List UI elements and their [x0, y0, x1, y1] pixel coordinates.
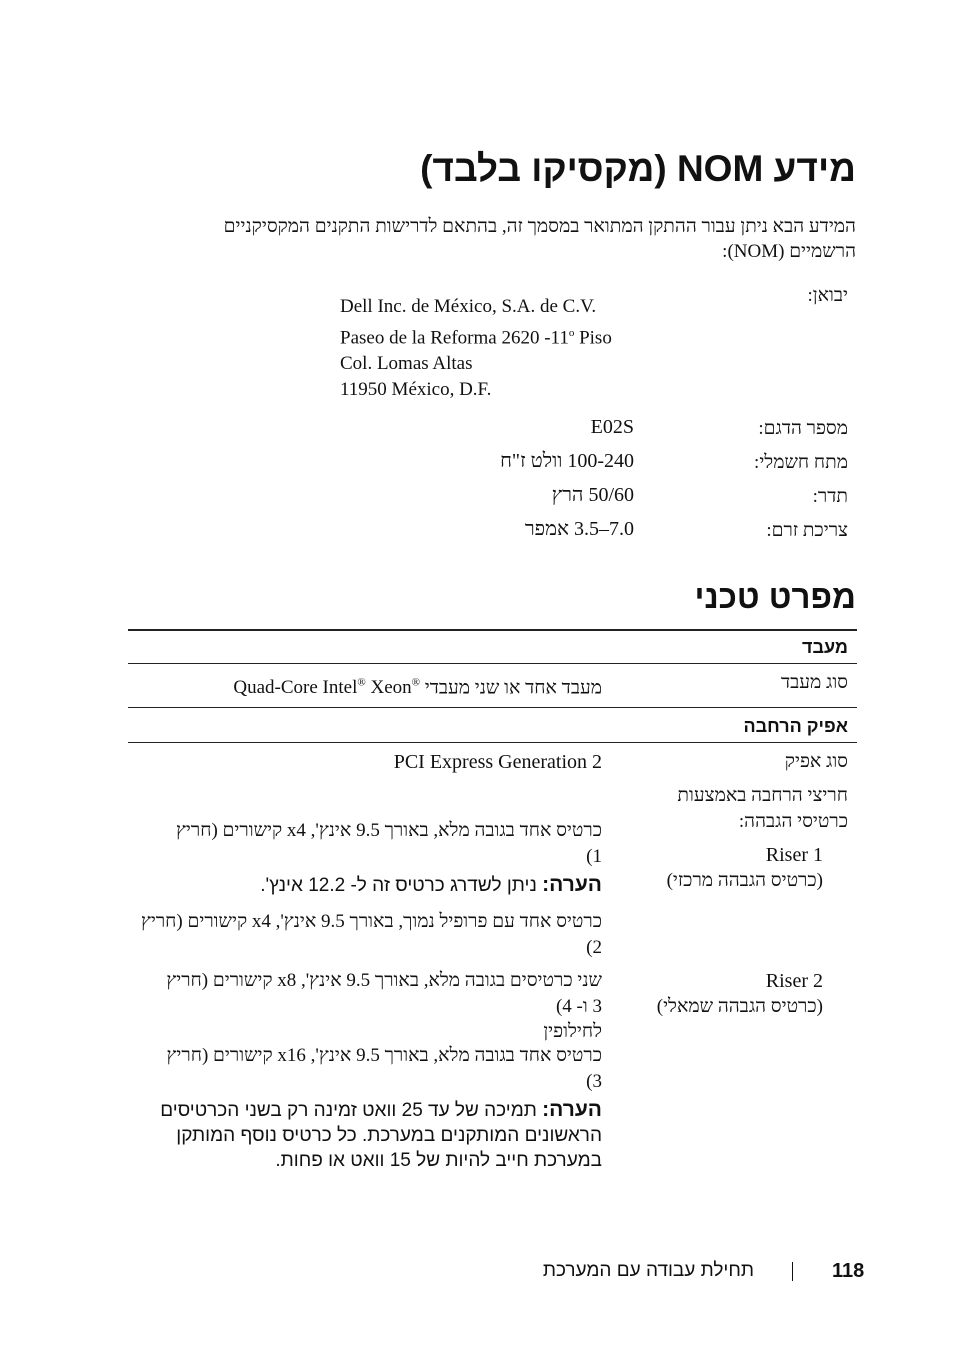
table-rule	[128, 742, 857, 743]
riser-2-label: Riser 2	[765, 970, 823, 992]
spec-value-frequency: 50/60 הרץ	[551, 484, 634, 506]
spec-label-current: צריכת זרם:	[766, 520, 848, 541]
table-rule	[128, 663, 857, 664]
riser-2-slots-3-4: שני כרטיסים בגובה מלא, באורך 9.5 אינץ', x8 קישורים (חריץ 3 ו- 4)	[166, 970, 602, 1017]
row-label-processor-type: סוג מעבד	[780, 672, 848, 693]
page-number: 118	[832, 1260, 865, 1282]
spec-label-model: מספר הדגם:	[758, 418, 848, 439]
riser-1-slot-2: כרטיס אחד עם פרופיל נמוך, באורך 9.5 אינץ', x4 קישורים (חריץ 2)	[140, 911, 602, 958]
section-processor: מעבד	[801, 637, 848, 657]
row-value-bus-type: PCI Express Generation 2	[393, 751, 602, 773]
importer-label: יבואן:	[807, 285, 848, 306]
riser-1-label: Riser 1	[765, 844, 823, 866]
riser-1-slot-1: כרטיס אחד בגובה מלא, באורך 9.5 אינץ', x4 קישורים (חריץ 1)	[176, 820, 602, 867]
importer-address	[340, 294, 612, 403]
address-line-4: 11950 México, D.F.	[340, 379, 492, 401]
riser-2-sublabel: (כרטיס הגבהה שמאלי)	[656, 996, 823, 1017]
intro-paragraph: המידע הבא ניתן עבור ההתקן המתואר במסמך זה, בהתאם לדרישות התקנים המקסיקניים הרשמיים (NOM):	[223, 216, 856, 262]
row-label-expansion-slots: חריצי הרחבה באמצעות כרטיסי הגבהה:	[677, 785, 848, 832]
spec-label-frequency: תדר:	[812, 486, 848, 507]
section-expansion-bus: אפיק הרחבה	[743, 716, 848, 736]
footer-title: תחילת עבודה עם המערכת	[542, 1260, 754, 1281]
section-title-tech-specs: מפרט טכני	[694, 578, 856, 615]
spec-value-model: E02S	[590, 416, 634, 438]
spec-value-current: 7.0–3.5 אמפר	[524, 518, 634, 540]
address-line-1: Dell Inc. de México, S.A. de C.V.	[340, 296, 597, 317]
row-label-bus-type: סוג אפיק	[784, 751, 848, 772]
spec-value-voltage: 100-240 וולט ז"ח	[500, 450, 634, 472]
page-title: מידע NOM (מקסיקו בלבד)	[420, 148, 856, 189]
riser-1-sublabel: (כרטיס הגבהה מרכזי)	[666, 870, 823, 891]
riser-2-alternative: לחילופין	[543, 1021, 602, 1042]
address-line-2: Paseo de la Reforma 2620 -11$^o$ Piso	[340, 327, 612, 349]
spec-label-voltage: מתח חשמלי:	[754, 452, 848, 473]
row-value-processor-type: מעבד אחד או שני מעבדי Quad-Core Intel® Xeon®	[233, 677, 602, 699]
table-rule	[128, 707, 857, 708]
riser-2-note: הערה: תמיכה של עד 25 וואט זמינה רק בשני הכרטיסים הראשונים המותקנים במערכת. כל כרטיס נוסף המותקן במערכת חייב להיות של 15 וואט או פחות.	[160, 1098, 602, 1171]
footer-separator	[792, 1262, 793, 1281]
riser-1-note: הערה: ניתן לשדרג כרטיס זה ל- 12.2 אינץ'.	[260, 873, 602, 896]
address-line-3: Col. Lomas Altas	[340, 353, 473, 375]
table-rule-top	[128, 629, 857, 631]
riser-2-slot-3: כרטיס אחד בגובה מלא, באורך 9.5 אינץ', x16 קישורים (חריץ 3)	[166, 1045, 602, 1092]
